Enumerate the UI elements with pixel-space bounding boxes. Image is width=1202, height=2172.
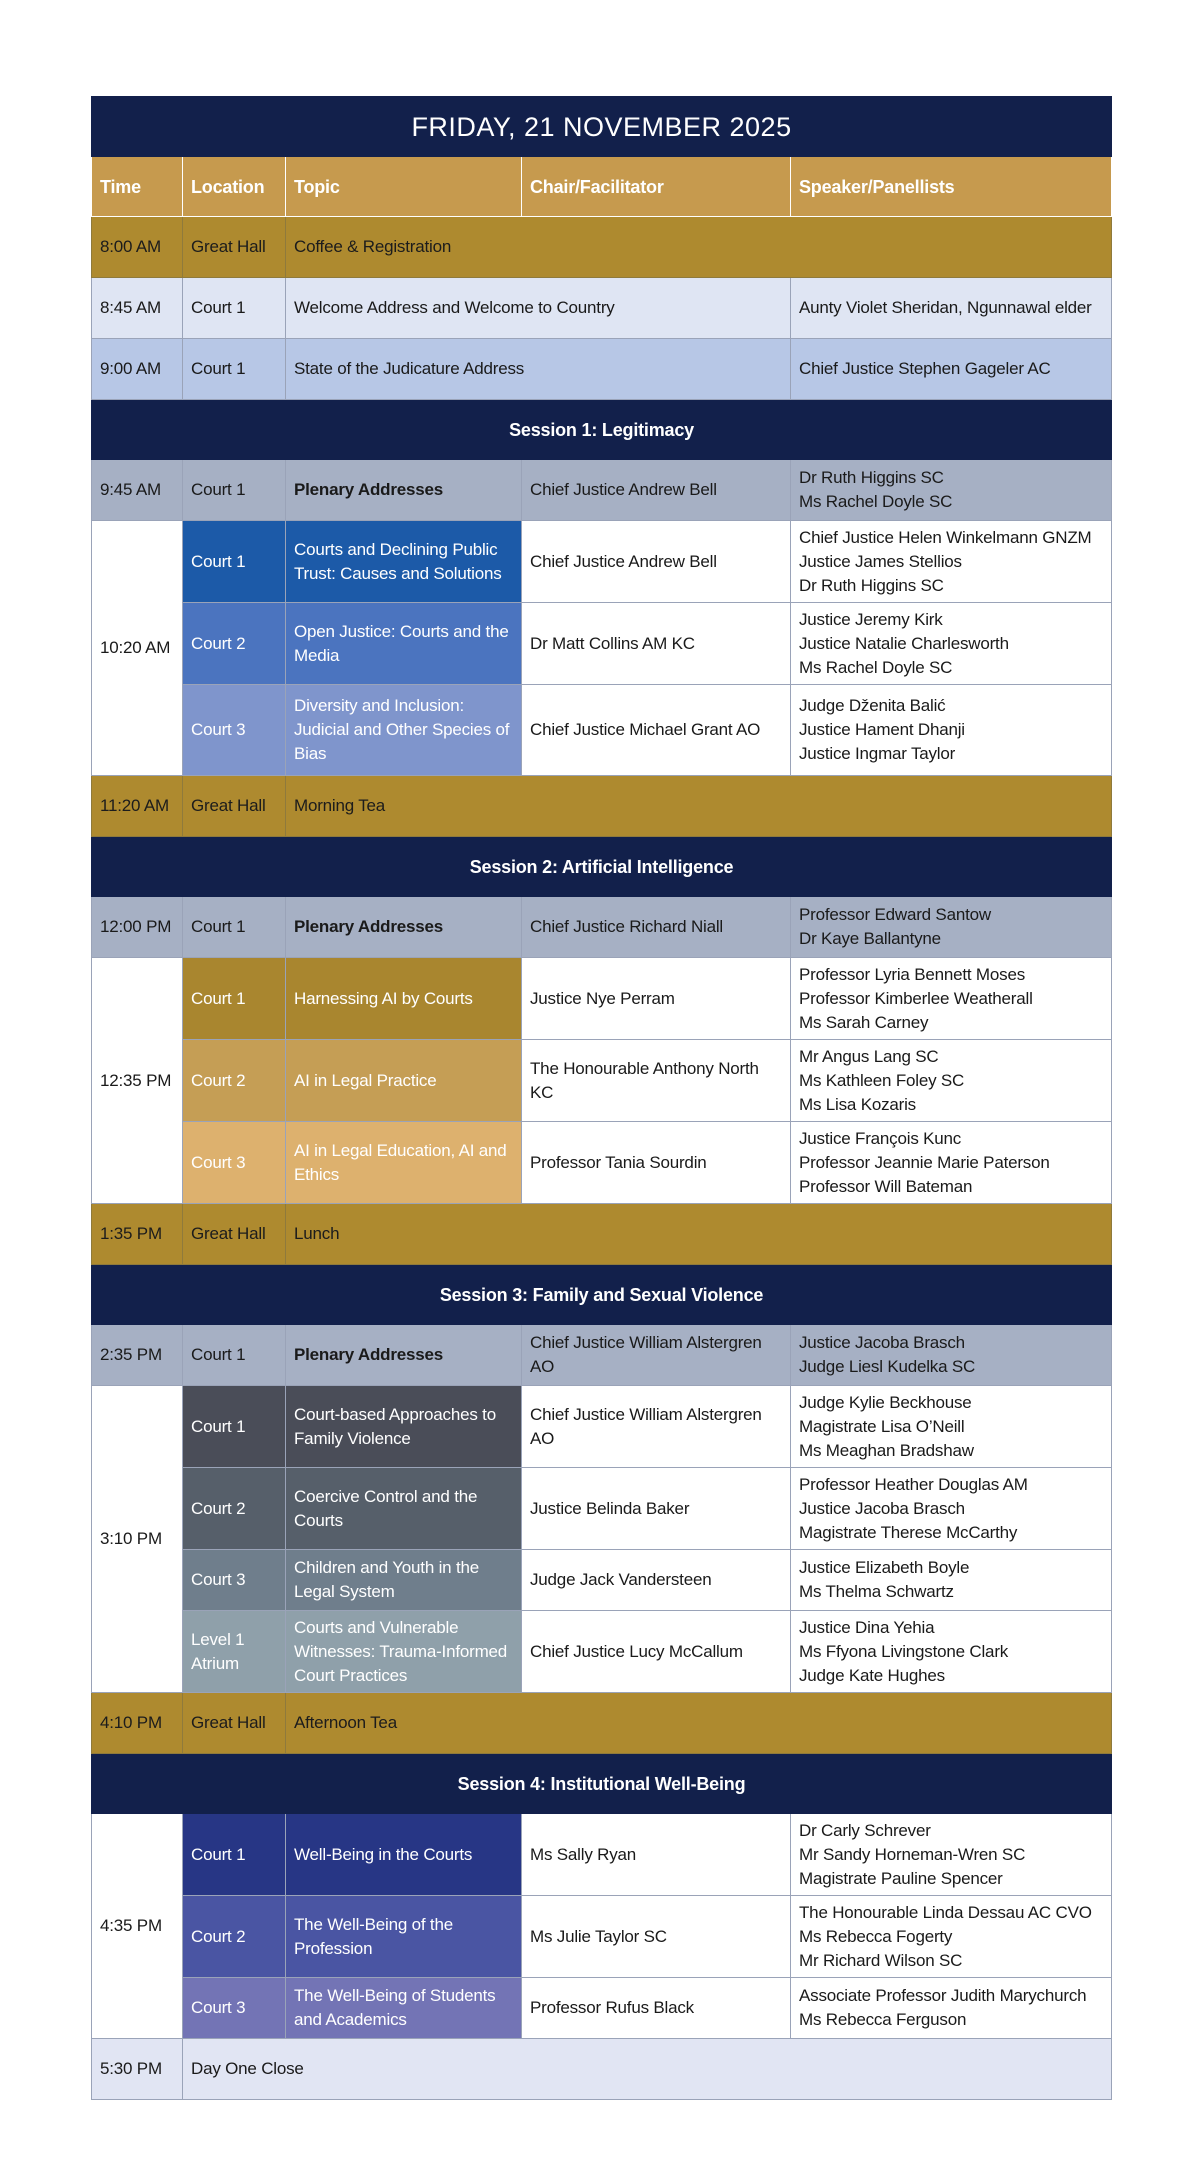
table-row	[92, 521, 1112, 603]
speakers-cell	[791, 1814, 1112, 1896]
location-cell: Court 1	[183, 958, 286, 1040]
location-cell: Court 3	[183, 685, 286, 776]
chair-cell: Chief Justice Richard Niall	[522, 897, 791, 958]
speaker: Judge Kate Hughes	[799, 1665, 945, 1685]
topic-cell: Coffee & Registration	[286, 217, 1112, 278]
speaker: Ms Rebecca Fogerty	[799, 1926, 953, 1946]
topic-cell: Courts and Declining Public Trust: Causes and Solutions	[286, 521, 522, 603]
speakers-cell	[791, 1386, 1112, 1468]
speakers-cell	[791, 958, 1112, 1040]
topic-cell: Plenary Addresses	[286, 897, 522, 958]
chair-cell: Ms Julie Taylor SC	[522, 1896, 791, 1978]
table-row	[92, 460, 1112, 521]
chair-cell: Professor Rufus Black	[522, 1978, 791, 2039]
topic-cell: Morning Tea	[286, 776, 1112, 837]
table-row	[92, 2039, 1112, 2100]
table-row	[92, 1611, 1112, 1693]
time-cell: 1:35 PM	[92, 1204, 183, 1265]
table-row	[92, 958, 1112, 1040]
topic-cell: The Well-Being of the Profession	[286, 1896, 522, 1978]
time-cell: 8:45 AM	[92, 278, 183, 339]
topic-cell: AI in Legal Practice	[286, 1040, 522, 1122]
speaker: Professor Will Bateman	[799, 1176, 973, 1196]
speakers-cell	[791, 685, 1112, 776]
topic-cell: Children and Youth in the Legal System	[286, 1550, 522, 1611]
table-row	[92, 217, 1112, 278]
speaker: Dr Carly Schrever	[799, 1820, 931, 1840]
table-row	[92, 1122, 1112, 1204]
speaker: Professor Lyria Bennett Moses	[799, 964, 1026, 984]
chair-cell: Chief Justice Michael Grant AO	[522, 685, 791, 776]
chair-cell: Justice Belinda Baker	[522, 1468, 791, 1550]
topic-cell: Welcome Address and Welcome to Country	[286, 278, 791, 339]
speaker: Associate Professor Judith Marychurch	[799, 1986, 1087, 2005]
speaker: Mr Sandy Horneman-Wren SC	[799, 1844, 1026, 1864]
speaker: Professor Edward Santow	[799, 905, 991, 924]
topic-cell: Plenary Addresses	[286, 1325, 522, 1386]
table-row	[92, 1386, 1112, 1468]
table-row	[92, 1468, 1112, 1550]
table-row	[92, 1814, 1112, 1896]
table-row	[92, 1040, 1112, 1122]
time-cell: 4:35 PM	[92, 1814, 183, 2039]
speakers-cell	[791, 521, 1112, 603]
location-cell: Court 1	[183, 897, 286, 958]
topic-cell: Court-based Approaches to Family Violence	[286, 1386, 522, 1468]
table-row	[92, 278, 1112, 339]
table-row	[92, 1693, 1112, 1754]
table-row	[92, 1978, 1112, 2039]
topic-cell: The Well-Being of Students and Academics	[286, 1978, 522, 2039]
speakers-cell	[791, 1325, 1112, 1386]
session-title: Session 4: Institutional Well-Being	[92, 1754, 1112, 1814]
header-topic: Topic	[286, 157, 522, 217]
location-cell: Great Hall	[183, 776, 286, 837]
chair-cell: Chief Justice William Alstergren AO	[522, 1386, 791, 1468]
speaker: Justice François Kunc	[799, 1128, 962, 1148]
speaker: Professor Heather Douglas AM	[799, 1474, 1028, 1494]
speaker: Ms Lisa Kozaris	[799, 1094, 916, 1114]
location-cell: Level 1 Atrium	[183, 1611, 286, 1693]
topic-cell: Day One Close	[183, 2039, 1112, 2100]
chair-cell: Chief Justice Lucy McCallum	[522, 1611, 791, 1693]
topic-cell: State of the Judicature Address	[286, 339, 791, 400]
speakers-cell	[791, 603, 1112, 685]
speaker: Ms Ffyona Livingstone Clark	[799, 1641, 1009, 1661]
speakers-cell	[791, 1550, 1112, 1611]
speaker: Justice Hament Dhanji	[799, 720, 965, 739]
time-cell: 12:00 PM	[92, 897, 183, 958]
speaker: Magistrate Lisa O’Neill	[799, 1416, 965, 1436]
session-title: Session 1: Legitimacy	[92, 400, 1112, 460]
table-row	[92, 1550, 1112, 1611]
header-speakers: Speaker/Panellists	[791, 157, 1112, 217]
location-cell: Court 2	[183, 603, 286, 685]
speakers-cell	[791, 1611, 1112, 1693]
speaker: Justice James Stellios	[799, 551, 962, 571]
speaker: Judge Kylie Beckhouse	[799, 1392, 972, 1412]
location-cell: Court 3	[183, 1122, 286, 1204]
time-cell: 5:30 PM	[92, 2039, 183, 2100]
time-cell: 11:20 AM	[92, 776, 183, 837]
table-row	[92, 897, 1112, 958]
location-cell: Great Hall	[183, 217, 286, 278]
location-cell: Court 2	[183, 1896, 286, 1978]
table-row	[92, 1325, 1112, 1386]
speaker: Professor Jeannie Marie Paterson	[799, 1152, 1050, 1172]
speakers-cell: Chief Justice Stephen Gageler AC	[791, 339, 1112, 400]
table-row	[92, 685, 1112, 776]
speaker: Judge Dženita Balić	[799, 696, 946, 715]
speakers-cell	[791, 1978, 1112, 2039]
chair-cell: The Honourable Anthony North KC	[522, 1040, 791, 1122]
chair-cell: Chief Justice Andrew Bell	[522, 460, 791, 521]
speaker: Dr Ruth Higgins SC	[799, 575, 944, 595]
speaker: Justice Dina Yehia	[799, 1617, 935, 1637]
location-cell: Court 1	[183, 339, 286, 400]
topic-cell: Courts and Vulnerable Witnesses: Trauma-Informed Court Practices	[286, 1611, 522, 1693]
topic-cell: Lunch	[286, 1204, 1112, 1265]
speaker: Ms Rachel Doyle SC	[799, 492, 953, 511]
topic-cell: Harnessing AI by Courts	[286, 958, 522, 1040]
time-cell: 10:20 AM	[92, 521, 183, 776]
chair-cell: Professor Tania Sourdin	[522, 1122, 791, 1204]
speaker: Justice Jacoba Brasch	[799, 1333, 965, 1352]
table-row	[92, 603, 1112, 685]
speaker: Ms Rebecca Ferguson	[799, 2010, 967, 2029]
location-cell: Court 3	[183, 1550, 286, 1611]
time-cell: 9:00 AM	[92, 339, 183, 400]
program-schedule	[91, 96, 1111, 2100]
location-cell: Court 1	[183, 460, 286, 521]
speaker: Professor Kimberlee Weatherall	[799, 988, 1033, 1008]
location-cell: Great Hall	[183, 1204, 286, 1265]
table-row	[92, 339, 1112, 400]
table-row	[92, 776, 1112, 837]
speaker: Mr Richard Wilson SC	[799, 1950, 963, 1970]
location-cell: Court 1	[183, 1325, 286, 1386]
chair-cell: Chief Justice Andrew Bell	[522, 521, 791, 603]
topic-cell: Diversity and Inclusion: Judicial and Other Species of Bias	[286, 685, 522, 776]
schedule-table	[91, 96, 1112, 2100]
session-title: Session 2: Artificial Intelligence	[92, 837, 1112, 897]
location-cell: Court 1	[183, 521, 286, 603]
speakers-cell	[791, 1896, 1112, 1978]
speaker: Magistrate Pauline Spencer	[799, 1868, 1003, 1888]
speaker: The Honourable Linda Dessau AC CVO	[799, 1902, 1092, 1922]
speaker: Magistrate Therese McCarthy	[799, 1522, 1018, 1542]
speakers-cell	[791, 1040, 1112, 1122]
time-cell: 4:10 PM	[92, 1693, 183, 1754]
header-location: Location	[183, 157, 286, 217]
topic-cell: AI in Legal Education, AI and Ethics	[286, 1122, 522, 1204]
chair-cell: Chief Justice William Alstergren AO	[522, 1325, 791, 1386]
location-cell: Court 1	[183, 1814, 286, 1896]
speaker: Dr Ruth Higgins SC	[799, 468, 944, 487]
speaker: Judge Liesl Kudelka SC	[799, 1357, 976, 1376]
time-cell: 3:10 PM	[92, 1386, 183, 1693]
time-cell: 12:35 PM	[92, 958, 183, 1204]
speaker: Ms Thelma Schwartz	[799, 1582, 954, 1601]
location-cell: Court 1	[183, 278, 286, 339]
topic-cell: Afternoon Tea	[286, 1693, 1112, 1754]
time-cell: 8:00 AM	[92, 217, 183, 278]
speakers-cell: Aunty Violet Sheridan, Ngunnawal elder	[791, 278, 1112, 339]
speaker: Mr Angus Lang SC	[799, 1046, 939, 1066]
speaker: Dr Kaye Ballantyne	[799, 929, 941, 948]
speaker: Ms Sarah Carney	[799, 1012, 929, 1032]
speaker: Justice Ingmar Taylor	[799, 744, 956, 763]
location-cell: Court 3	[183, 1978, 286, 2039]
session-title: Session 3: Family and Sexual Violence	[92, 1265, 1112, 1325]
page-title: FRIDAY, 21 NOVEMBER 2025	[92, 97, 1112, 157]
location-cell: Court 1	[183, 1386, 286, 1468]
speaker: Justice Jacoba Brasch	[799, 1498, 965, 1518]
speaker: Ms Kathleen Foley SC	[799, 1070, 965, 1090]
chair-cell: Judge Jack Vandersteen	[522, 1550, 791, 1611]
table-row	[92, 1896, 1112, 1978]
speaker: Ms Meaghan Bradshaw	[799, 1440, 974, 1460]
speakers-cell	[791, 897, 1112, 958]
speakers-cell	[791, 1468, 1112, 1550]
time-cell: 2:35 PM	[92, 1325, 183, 1386]
chair-cell: Dr Matt Collins AM KC	[522, 603, 791, 685]
speaker: Justice Natalie Charlesworth	[799, 633, 1009, 653]
speaker: Justice Elizabeth Boyle	[799, 1558, 970, 1577]
header-time: Time	[92, 157, 183, 217]
chair-cell: Justice Nye Perram	[522, 958, 791, 1040]
speakers-cell	[791, 460, 1112, 521]
speakers-cell	[791, 1122, 1112, 1204]
location-cell: Court 2	[183, 1040, 286, 1122]
header-chair: Chair/Facilitator	[522, 157, 791, 217]
topic-cell: Plenary Addresses	[286, 460, 522, 521]
topic-cell: Open Justice: Courts and the Media	[286, 603, 522, 685]
location-cell: Court 2	[183, 1468, 286, 1550]
speaker: Ms Rachel Doyle SC	[799, 657, 953, 677]
speaker: Chief Justice Helen Winkelmann GNZM	[799, 527, 1092, 547]
time-cell: 9:45 AM	[92, 460, 183, 521]
topic-cell: Well-Being in the Courts	[286, 1814, 522, 1896]
speaker: Justice Jeremy Kirk	[799, 609, 943, 629]
topic-cell: Coercive Control and the Courts	[286, 1468, 522, 1550]
chair-cell: Ms Sally Ryan	[522, 1814, 791, 1896]
table-row	[92, 1204, 1112, 1265]
location-cell: Great Hall	[183, 1693, 286, 1754]
